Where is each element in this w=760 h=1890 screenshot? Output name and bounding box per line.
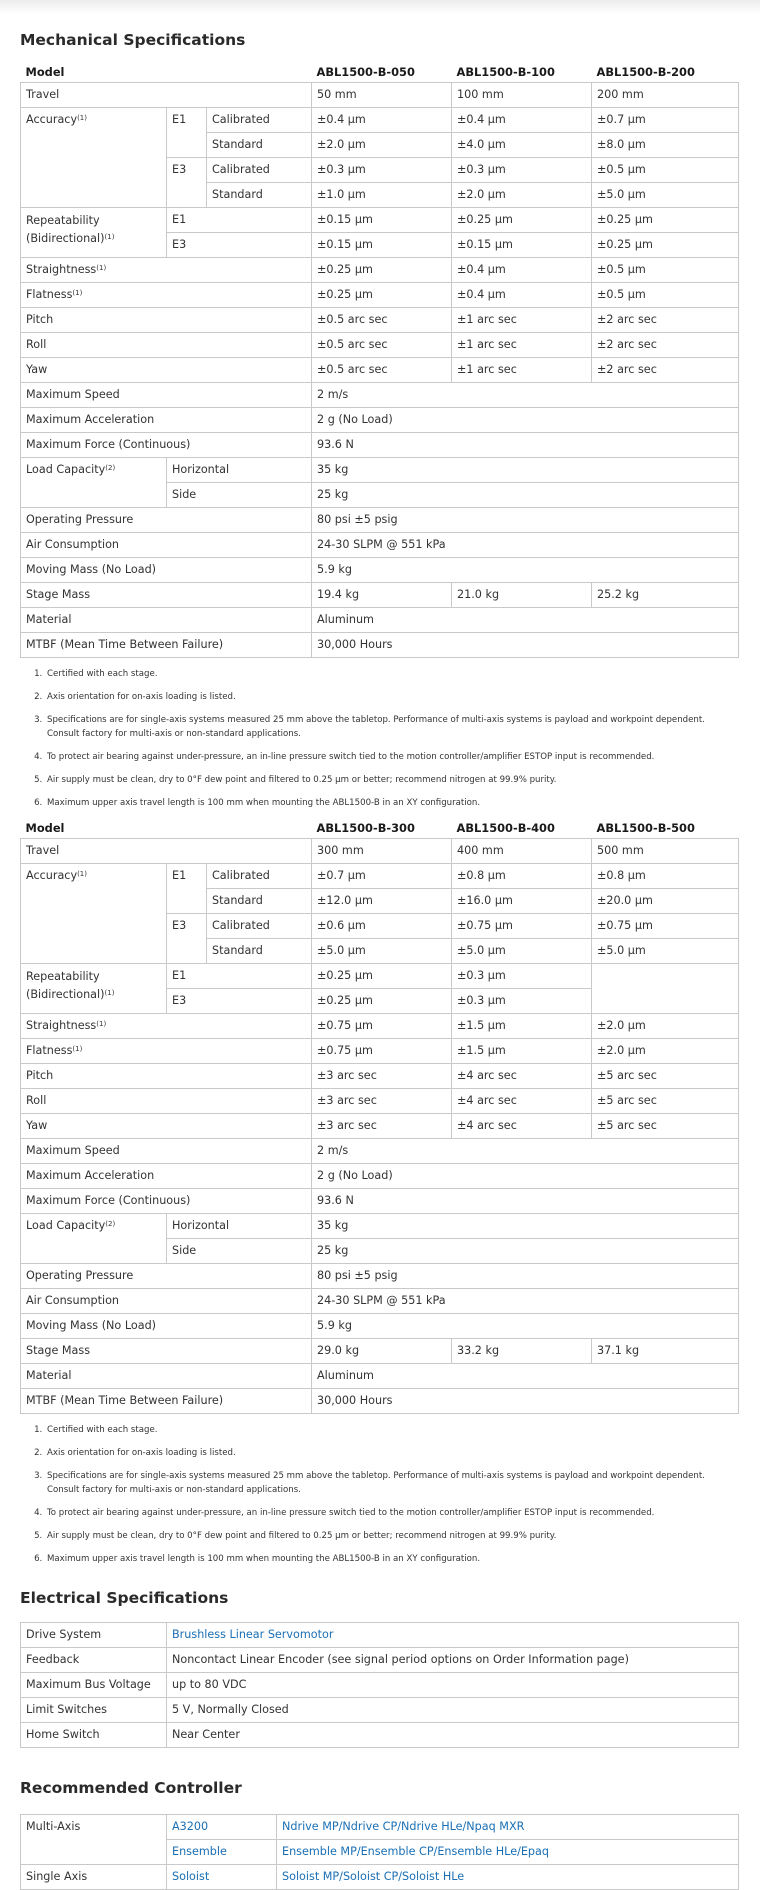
table-cell: 93.6 N (312, 432, 739, 457)
footnote: 5. Air supply must be clean, dry to 0°F dew point and filtered to 0.25 µm or better; recommend nitrogen at 99.9% purity. (45, 773, 740, 787)
table-cell: ±0.3 µm (452, 964, 592, 989)
row-label: Drive System (21, 1623, 167, 1648)
table-cell: ±0.15 µm (312, 232, 452, 257)
table-cell: ±1 arc sec (452, 332, 592, 357)
table-cell: 400 mm (452, 839, 592, 864)
row-label: Maximum Force (Continuous) (21, 1189, 312, 1214)
table-cell: ±4.0 µm (452, 132, 592, 157)
row-label: Travel (21, 839, 312, 864)
grade-label: E1 (167, 207, 312, 232)
table-row (21, 1189, 739, 1214)
table-cell: ±4 arc sec (452, 1064, 592, 1089)
table-header-row (21, 819, 739, 839)
table-cell: ±5.0 µm (592, 939, 739, 964)
drive-system-link[interactable]: Brushless Linear Servomotor (167, 1623, 739, 1648)
footnote-ref: (1) (96, 263, 107, 272)
footnote: 6. Maximum upper axis travel length is 100 mm when mounting the ABL1500-B in an XY configuration. (45, 796, 740, 810)
table-cell: ±0.7 µm (312, 864, 452, 889)
row-label: Moving Mass (No Load) (21, 1314, 312, 1339)
table-cell: ±5 arc sec (592, 1114, 739, 1139)
drive-link-ndrive[interactable]: Ndrive MP/Ndrive CP/Ndrive HLe/Npaq MXR (277, 1815, 739, 1840)
table-cell: ±0.7 µm (592, 107, 739, 132)
row-label: MTBF (Mean Time Between Failure) (21, 632, 312, 657)
table-row (21, 1865, 739, 1890)
table-row (21, 432, 739, 457)
table-cell: ±0.15 µm (452, 232, 592, 257)
mech-spec-table-1 (20, 62, 739, 658)
table-cell: 37.1 kg (592, 1339, 739, 1364)
table-row (21, 1648, 739, 1673)
table-cell: ±5 arc sec (592, 1064, 739, 1089)
row-label: Operating Pressure (21, 507, 312, 532)
table-cell: 30,000 Hours (312, 1389, 739, 1414)
table-cell: ±8.0 µm (592, 132, 739, 157)
table-cell: ±0.3 µm (452, 989, 592, 1014)
table-cell: ±0.8 µm (592, 864, 739, 889)
table-cell: 19.4 kg (312, 582, 452, 607)
footnote-ref: (1) (104, 989, 115, 997)
row-label: Pitch (21, 307, 312, 332)
accuracy-label: Accuracy (26, 112, 78, 126)
row-label: Yaw (21, 1114, 312, 1139)
sub-label: Standard (207, 132, 312, 157)
table-cell: ±0.5 arc sec (312, 332, 452, 357)
footnote-ref: (1) (77, 113, 87, 122)
table-cell: ±2 arc sec (592, 332, 739, 357)
sub-label: Calibrated (207, 914, 312, 939)
accuracy-label: Accuracy (26, 869, 78, 882)
row-label (21, 257, 312, 282)
table-row (21, 332, 739, 357)
table-cell: ±0.15 µm (312, 207, 452, 232)
grade-label: E3 (167, 157, 207, 207)
table-row (21, 1214, 739, 1239)
table-cell: ±0.25 µm (592, 207, 739, 232)
table-row (21, 357, 739, 382)
table-cell: ±2 arc sec (592, 307, 739, 332)
page-top-gradient (0, 0, 760, 14)
table-row (21, 1139, 739, 1164)
table-cell: ±2.0 µm (452, 182, 592, 207)
table-cell: 29.0 kg (312, 1339, 452, 1364)
footnote: 5. Air supply must be clean, dry to 0°F dew point and filtered to 0.25 µm or better; recommend nitrogen at 99.9% purity. (45, 1529, 740, 1543)
table-cell: ±5.0 µm (312, 939, 452, 964)
footnote-ref: (1) (72, 288, 83, 297)
table-cell: 25 kg (312, 1239, 739, 1264)
table-cell: 200 mm (592, 82, 739, 107)
row-label (21, 864, 167, 964)
row-label: Air Consumption (21, 532, 312, 557)
table-cell: ±12.0 µm (312, 889, 452, 914)
table-cell: ±0.75 µm (452, 914, 592, 939)
row-label: Maximum Force (Continuous) (21, 432, 312, 457)
grade-label: E3 (167, 989, 312, 1014)
table-cell: ±3 arc sec (312, 1064, 452, 1089)
drive-link-soloist[interactable]: Soloist MP/Soloist CP/Soloist HLe (277, 1865, 739, 1890)
repeatability-sublabel: (Bidirectional) (26, 988, 105, 1001)
model-column-header: ABL1500-B-050 (312, 62, 452, 82)
footnote-ref: (1) (72, 1045, 83, 1053)
table-cell: 50 mm (312, 82, 452, 107)
table-row (21, 207, 739, 232)
table-row (21, 1289, 739, 1314)
table-cell: ±1 arc sec (452, 307, 592, 332)
table-cell: ±2.0 µm (592, 1014, 739, 1039)
table-cell: 35 kg (312, 457, 739, 482)
table-cell: ±0.4 µm (452, 257, 592, 282)
table-cell: 24-30 SLPM @ 551 kPa (312, 532, 739, 557)
model-column-header: ABL1500-B-200 (592, 62, 739, 82)
controller-link-a3200[interactable]: A3200 (167, 1815, 277, 1840)
row-label: Multi-Axis (21, 1815, 167, 1865)
repeatability-label: Repeatability (26, 213, 100, 227)
footnote: 3. Specifications are for single-axis systems measured 25 mm above the tabletop. Performance of multi-axis systems is payload and workpoint dependent. Consult factory for multi-axis or non-standard applications. (45, 1469, 740, 1497)
table-cell: ±0.25 µm (312, 964, 452, 989)
table-cell: ±1.5 µm (452, 1014, 592, 1039)
table-row (21, 1673, 739, 1698)
table-cell: 33.2 kg (452, 1339, 592, 1364)
table-cell: ±2.0 µm (592, 1039, 739, 1064)
footnote-ref: (2) (105, 1220, 116, 1228)
table-cell: ±2.0 µm (312, 132, 452, 157)
table-row (21, 1114, 739, 1139)
table-cell: ±4 arc sec (452, 1114, 592, 1139)
table-cell: ±16.0 µm (452, 889, 592, 914)
row-label: Air Consumption (21, 1289, 312, 1314)
row-label (21, 1039, 312, 1064)
table-row (21, 839, 739, 864)
table-cell: ±0.5 µm (592, 257, 739, 282)
table-cell: ±0.25 µm (592, 232, 739, 257)
sub-label: Standard (207, 939, 312, 964)
flatness-label: Flatness (26, 1044, 73, 1057)
row-label: Roll (21, 1089, 312, 1114)
sub-label: Calibrated (207, 864, 312, 889)
table-cell: ±0.8 µm (452, 864, 592, 889)
table-cell: 80 psi ±5 psig (312, 1264, 739, 1289)
table-cell: Aluminum (312, 1364, 739, 1389)
row-label: Maximum Acceleration (21, 407, 312, 432)
table-row (21, 582, 739, 607)
table-cell: 25 kg (312, 482, 739, 507)
table-row (21, 382, 739, 407)
row-label: Material (21, 607, 312, 632)
straightness-label: Straightness (26, 1019, 97, 1032)
sub-label: Calibrated (207, 157, 312, 182)
load-capacity-label: Load Capacity (26, 462, 106, 476)
row-label (21, 1214, 167, 1264)
table-cell: ±0.5 µm (592, 157, 739, 182)
row-label: Single Axis (21, 1865, 167, 1890)
footnote-ref: (1) (104, 232, 115, 241)
table-cell: 5.9 kg (312, 557, 739, 582)
sub-label: Side (167, 1239, 312, 1264)
table-cell: ±5.0 µm (592, 182, 739, 207)
row-label: Maximum Acceleration (21, 1164, 312, 1189)
table-cell: ±5.0 µm (452, 939, 592, 964)
row-label: Maximum Speed (21, 1139, 312, 1164)
straightness-label: Straightness (26, 262, 97, 276)
row-label: MTBF (Mean Time Between Failure) (21, 1389, 312, 1414)
row-label: Home Switch (21, 1723, 167, 1748)
table-cell: 5 V, Normally Closed (167, 1698, 739, 1723)
row-label: Feedback (21, 1648, 167, 1673)
footnote-ref: (1) (96, 1020, 107, 1028)
table-cell: ±0.5 µm (592, 282, 739, 307)
table-row (21, 1264, 739, 1289)
model-header: Model (21, 62, 312, 82)
table-row (21, 1623, 739, 1648)
sub-label: Side (167, 482, 312, 507)
table-cell: 2 m/s (312, 1139, 739, 1164)
sub-label: Standard (207, 182, 312, 207)
table-cell: ±5 arc sec (592, 1089, 739, 1114)
table-cell: 24-30 SLPM @ 551 kPa (312, 1289, 739, 1314)
table-cell: 500 mm (592, 839, 739, 864)
table-cell: 100 mm (452, 82, 592, 107)
table-header-row (21, 62, 739, 82)
repeatability-label: Repeatability (26, 970, 100, 983)
recommended-controller-title: Recommended Controller (20, 1779, 242, 1797)
table-cell: up to 80 VDC (167, 1673, 739, 1698)
row-label: Yaw (21, 357, 312, 382)
table-cell: ±0.25 µm (312, 282, 452, 307)
footnote: 6. Maximum upper axis travel length is 100 mm when mounting the ABL1500-B in an XY configuration. (45, 1552, 740, 1566)
row-label: Roll (21, 332, 312, 357)
table-cell: ±0.6 µm (312, 914, 452, 939)
table-cell: ±0.75 µm (312, 1014, 452, 1039)
footnote: 2. Axis orientation for on-axis loading is listed. (45, 1446, 740, 1460)
table-cell: ±3 arc sec (312, 1089, 452, 1114)
electrical-spec-table (20, 1622, 739, 1748)
table-row (21, 632, 739, 657)
footnotes-list-2 (20, 1423, 740, 1566)
table-row (21, 532, 739, 557)
table-row (21, 1815, 739, 1840)
table-cell: ±2 arc sec (592, 357, 739, 382)
row-label: Moving Mass (No Load) (21, 557, 312, 582)
table-row (21, 1698, 739, 1723)
grade-label: E1 (167, 964, 312, 989)
table-row (21, 607, 739, 632)
table-row (21, 1039, 739, 1064)
table-cell: Noncontact Linear Encoder (see signal period options on Order Information page) (167, 1648, 739, 1673)
table-cell: 2 g (No Load) (312, 407, 739, 432)
footnote: 4. To protect air bearing against under-pressure, an in-line pressure switch tied to the motion controller/amplifier ESTOP input is recommended. (45, 750, 740, 764)
row-label (21, 207, 167, 257)
row-label: Material (21, 1364, 312, 1389)
row-label: Operating Pressure (21, 1264, 312, 1289)
table-row (21, 82, 739, 107)
drive-link-ensemble[interactable]: Ensemble MP/Ensemble CP/Ensemble HLe/Epaq (277, 1840, 739, 1865)
flatness-label: Flatness (26, 287, 73, 301)
mechanical-specs-title: Mechanical Specifications (20, 31, 246, 49)
table-cell: ±0.75 µm (312, 1039, 452, 1064)
table-cell: 2 m/s (312, 382, 739, 407)
table-row (21, 864, 739, 889)
footnote: 4. To protect air bearing against under-pressure, an in-line pressure switch tied to the motion controller/amplifier ESTOP input is recommended. (45, 1506, 740, 1520)
table-row (21, 257, 739, 282)
sub-label: Horizontal (167, 457, 312, 482)
table-row (21, 1339, 739, 1364)
table-cell: 30,000 Hours (312, 632, 739, 657)
model-header: Model (21, 819, 312, 839)
table-cell: 93.6 N (312, 1189, 739, 1214)
sub-label: Horizontal (167, 1214, 312, 1239)
table-cell: ±0.4 µm (452, 282, 592, 307)
table-row (21, 1089, 739, 1114)
table-row (21, 1314, 739, 1339)
row-label: Stage Mass (21, 1339, 312, 1364)
table-row (21, 307, 739, 332)
row-label (21, 1014, 312, 1039)
row-label: Limit Switches (21, 1698, 167, 1723)
table-cell: ±4 arc sec (452, 1089, 592, 1114)
table-row (21, 457, 739, 482)
grade-label: E1 (167, 864, 207, 914)
table-cell: ±0.5 arc sec (312, 357, 452, 382)
table-cell: 21.0 kg (452, 582, 592, 607)
table-cell: 5.9 kg (312, 1314, 739, 1339)
sub-label: Calibrated (207, 107, 312, 132)
row-label: Stage Mass (21, 582, 312, 607)
table-cell: ±0.25 µm (312, 257, 452, 282)
controller-link-ensemble[interactable]: Ensemble (167, 1840, 277, 1865)
table-row (21, 1014, 739, 1039)
grade-label: E1 (167, 107, 207, 157)
model-column-header: ABL1500-B-100 (452, 62, 592, 82)
footnote: 3. Specifications are for single-axis systems measured 25 mm above the tabletop. Performance of multi-axis systems is payload and workpoint dependent. Consult factory for multi-axis or non-standard applications. (45, 713, 740, 741)
table-cell: Aluminum (312, 607, 739, 632)
table-row (21, 507, 739, 532)
row-label (21, 964, 167, 1014)
footnote-ref: (2) (105, 463, 116, 472)
table-cell: 25.2 kg (592, 582, 739, 607)
table-cell: ±0.75 µm (592, 914, 739, 939)
load-capacity-label: Load Capacity (26, 1219, 106, 1232)
row-label: Travel (21, 82, 312, 107)
electrical-specs-title: Electrical Specifications (20, 1589, 229, 1607)
table-cell: ±0.25 µm (452, 207, 592, 232)
model-column-header: ABL1500-B-300 (312, 819, 452, 839)
model-column-header: ABL1500-B-500 (592, 819, 739, 839)
table-cell: 300 mm (312, 839, 452, 864)
table-row (21, 1723, 739, 1748)
table-cell: 80 psi ±5 psig (312, 507, 739, 532)
table-cell: ±0.4 µm (312, 107, 452, 132)
grade-label: E3 (167, 914, 207, 964)
footnote: 2. Axis orientation for on-axis loading is listed. (45, 690, 740, 704)
table-cell: ±0.25 µm (312, 989, 452, 1014)
table-row (21, 1389, 739, 1414)
table-cell: ±0.3 µm (452, 157, 592, 182)
table-cell: Near Center (167, 1723, 739, 1748)
footnote: 1. Certified with each stage. (45, 1423, 740, 1437)
table-row (21, 1164, 739, 1189)
mech-spec-table-2 (20, 819, 739, 1415)
footnote: 1. Certified with each stage. (45, 667, 740, 681)
table-cell: ±1.0 µm (312, 182, 452, 207)
model-column-header: ABL1500-B-400 (452, 819, 592, 839)
controller-link-soloist[interactable]: Soloist (167, 1865, 277, 1890)
table-cell: ±0.3 µm (312, 157, 452, 182)
footnotes-list-1 (20, 667, 740, 810)
sub-label: Standard (207, 889, 312, 914)
grade-label: E3 (167, 232, 312, 257)
table-row (21, 1364, 739, 1389)
table-row (21, 407, 739, 432)
table-cell (592, 964, 739, 1014)
table-row (21, 964, 739, 989)
table-cell: ±3 arc sec (312, 1114, 452, 1139)
row-label: Pitch (21, 1064, 312, 1089)
footnote-ref: (1) (77, 870, 87, 878)
table-cell: ±1 arc sec (452, 357, 592, 382)
table-row (21, 282, 739, 307)
row-label: Maximum Speed (21, 382, 312, 407)
table-cell: 2 g (No Load) (312, 1164, 739, 1189)
row-label (21, 457, 167, 507)
table-row (21, 557, 739, 582)
table-cell: ±1.5 µm (452, 1039, 592, 1064)
row-label (21, 282, 312, 307)
row-label (21, 107, 167, 207)
spec-content (0, 30, 760, 1890)
table-row (21, 107, 739, 132)
table-cell: ±0.4 µm (452, 107, 592, 132)
table-cell: ±20.0 µm (592, 889, 739, 914)
row-label: Maximum Bus Voltage (21, 1673, 167, 1698)
table-cell: 35 kg (312, 1214, 739, 1239)
controller-table (20, 1814, 739, 1890)
repeatability-sublabel: (Bidirectional) (26, 231, 105, 245)
table-cell: ±0.5 arc sec (312, 307, 452, 332)
table-row (21, 1064, 739, 1089)
